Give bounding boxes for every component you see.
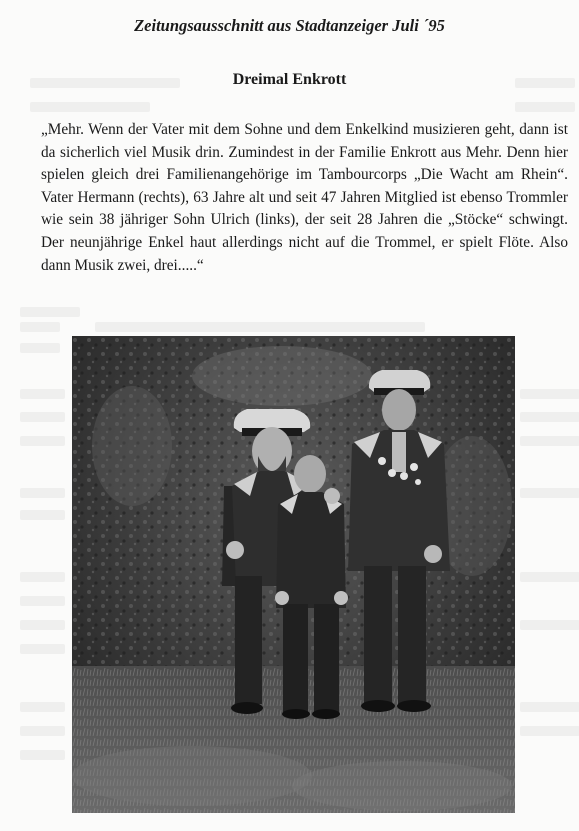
article-paragraph: „Mehr. Wenn der Vater mit dem Sohne und dem Enkelkind musizieren geht, dann ist da sicherlich viel Musik drin. Zumindest in der Familie Enkrott aus Mehr. Denn hier spielen gleich drei Familienangehörige im Tambourcorps „Die Wacht am Rhein“. Vater Hermann (rechts), 63 Jahre alt und seit 47 Jahren Mitglied ist ebenso Trommler wie sein 38 jähriger Sohn Ulrich (links), der seit 28 Jahren die „Stöcke“ schwingt. Der neunjährige Enkel haut allerdings nicht auf die Trommel, er spielt Flöte. Also dann Musik zwei, drei.....“ <box>41 121 568 274</box>
article-body <box>41 119 568 277</box>
clipping-source-header: Zeitungsausschnitt aus Stadtanzeiger Juli ´95 <box>134 16 445 35</box>
family-photo <box>72 336 515 813</box>
article-title: Dreimal Enkrott <box>232 71 347 88</box>
